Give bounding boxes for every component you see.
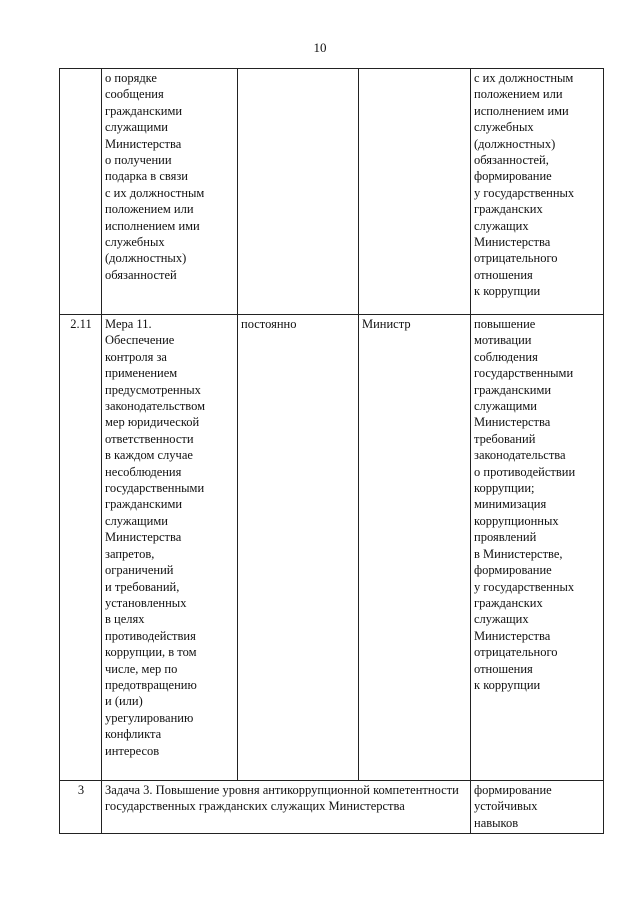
table-row (60, 69, 604, 315)
task-result: формирование устойчивых навыков (471, 781, 604, 834)
measure-name: Мера 11. Обеспечение контроля за применением предусмотренных законодательством мер юридической ответственности в каждом случае несоблюдения государственными гражданскими служащими Министерства запретов, ограничений и требований, установленных в целях противодействия коррупции, в том числе, мер по предотвращению и (или) урегулированию конфликта интересов (102, 315, 238, 781)
row-number: 2.11 (60, 315, 102, 781)
table-row (60, 315, 604, 781)
task-number: 3 (60, 781, 102, 834)
measures-table (59, 68, 604, 834)
page-number: 10 (313, 40, 327, 55)
measure-result: с их должностным положением или исполнением ими служебных (должностных) обязанностей, формирование у государственных гражданских служащих Министерства отрицательного отношения к коррупции (471, 69, 604, 315)
measure-term (238, 69, 359, 315)
row-number (60, 69, 102, 315)
measure-name: о порядке сообщения гражданскими служащими Министерства о получении подарка в связи с их должностным положением или исполнением ими служебных (должностных) обязанностей (102, 69, 238, 315)
task-title: Задача 3. Повышение уровня антикоррупционной компетентности государственных гражданских служащих Министерства (102, 781, 471, 834)
measure-responsible: Министр (359, 315, 471, 781)
task-row (60, 781, 604, 834)
measure-responsible (359, 69, 471, 315)
measure-result: повышение мотивации соблюдения государственными гражданскими служащими Министерства требований законодательства о противодействии коррупции; минимизация коррупционных проявлений в Министерстве, формирование у государственных гражданских служащих Министерства отрицательного отношения к коррупции (471, 315, 604, 781)
measure-term: постоянно (238, 315, 359, 781)
